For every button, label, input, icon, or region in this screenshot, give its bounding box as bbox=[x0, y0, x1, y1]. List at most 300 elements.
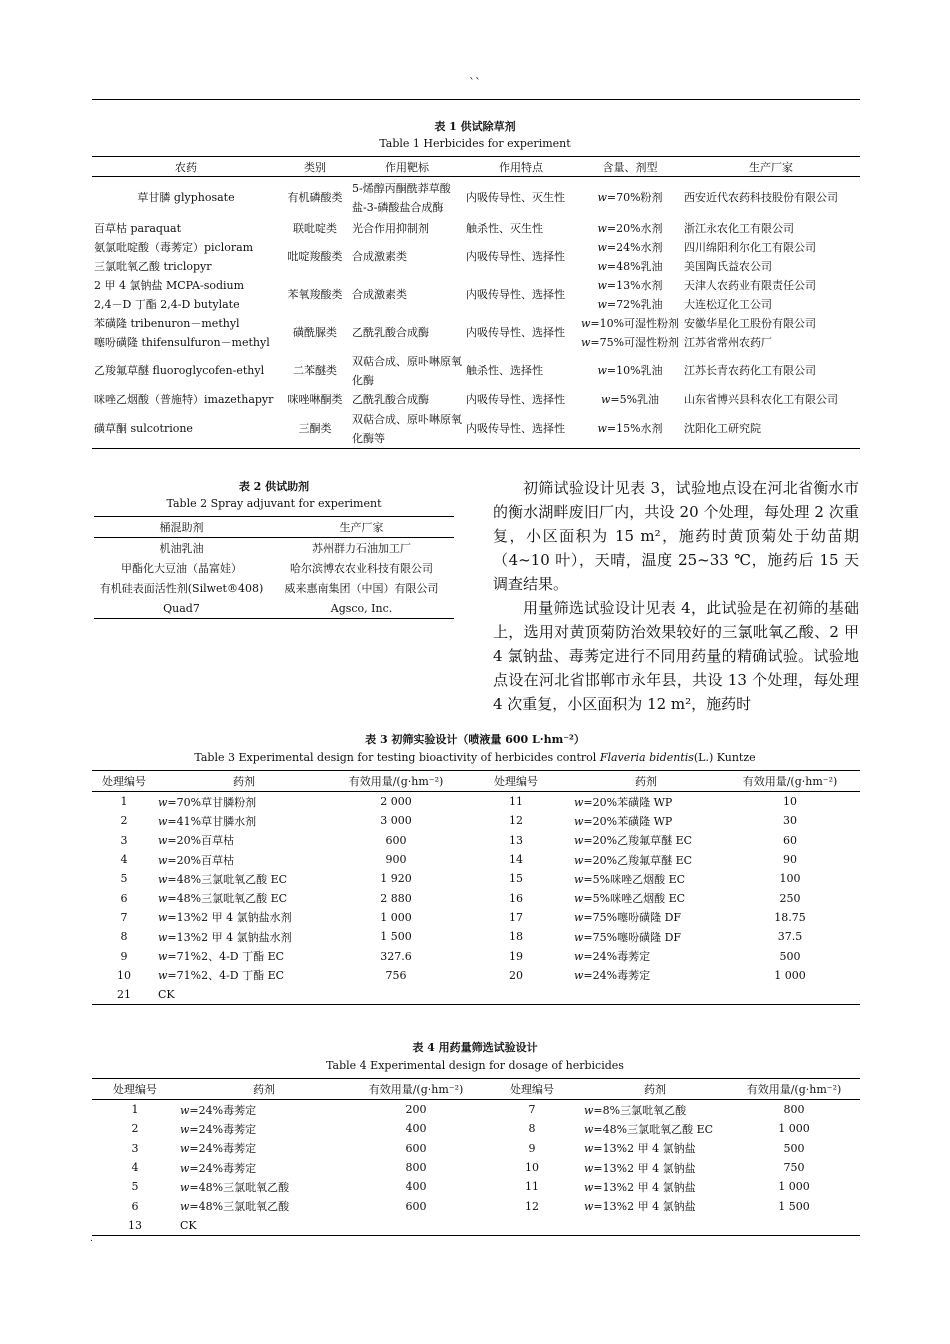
table-cell: 1 bbox=[131, 1103, 139, 1117]
table-row bbox=[92, 1196, 860, 1215]
table-cell: 1 bbox=[120, 795, 128, 809]
table-cell: 2 bbox=[131, 1122, 139, 1136]
w-symbol: w= bbox=[597, 297, 617, 311]
table-cell: 1 000 bbox=[778, 1180, 810, 1194]
table2-col-header: 桶混助剂 bbox=[94, 517, 269, 538]
table-cell: Quad7 bbox=[94, 598, 269, 619]
table-cell: 西安近代农药科技股份有限公司 bbox=[684, 191, 838, 205]
table-cell bbox=[572, 869, 720, 888]
table-cell: 37.5 bbox=[777, 930, 803, 944]
table-cell bbox=[92, 314, 280, 352]
table3-col-header: 处理编号 bbox=[92, 771, 156, 792]
table4-header-row bbox=[92, 1079, 860, 1100]
w-symbol: w= bbox=[597, 364, 617, 377]
table-cell: 18 bbox=[509, 930, 523, 944]
form-value: 15%水剂 bbox=[616, 422, 663, 435]
table-cell: 合成激素类 bbox=[352, 288, 407, 301]
table-cell bbox=[156, 869, 332, 888]
table3-col-header: 处理编号 bbox=[460, 771, 572, 792]
table-cell: 8 bbox=[120, 930, 128, 944]
table-cell: 3 000 bbox=[380, 814, 412, 828]
caption-text: Table 3 Experimental design for testing bioactivity of herbicides control bbox=[194, 751, 600, 764]
table3-caption-cn: 表 3 初筛实验设计（喷液量 600 L·hm⁻²） bbox=[365, 733, 585, 746]
table-cell: 100 bbox=[779, 872, 801, 886]
table-cell bbox=[178, 1139, 350, 1158]
w-symbol: w= bbox=[180, 1142, 199, 1156]
table-cell: 草甘膦 glyphosate bbox=[137, 191, 235, 205]
table3-body bbox=[92, 792, 860, 1005]
agent-value: 13%2 甲 4 氯钠盐水剂 bbox=[176, 930, 292, 944]
agent-value: 20%乙羧氟草醚 EC bbox=[592, 834, 693, 848]
table3-header-row bbox=[92, 771, 860, 792]
table-row bbox=[92, 219, 860, 238]
w-symbol: w= bbox=[597, 191, 617, 205]
table4-col-header: 有效用量/(g·hm⁻²) bbox=[728, 1079, 860, 1100]
table3-col-header: 药剂 bbox=[572, 771, 720, 792]
table-cell-empty bbox=[460, 985, 572, 1005]
agent-value: 20%百草枯 bbox=[176, 834, 235, 848]
table-cell: 600 bbox=[405, 1141, 427, 1155]
agent-value: 71%2、4-D 丁酯 EC bbox=[176, 950, 285, 964]
table-cell bbox=[582, 1119, 728, 1138]
table-cell: 2 880 bbox=[380, 891, 412, 905]
table-cell bbox=[582, 1158, 728, 1177]
table-cell bbox=[572, 908, 720, 927]
table1-col-header: 生产厂家 bbox=[682, 157, 860, 177]
table-row bbox=[92, 850, 860, 869]
table-cell-empty bbox=[572, 985, 720, 1005]
table-cell: 12 bbox=[509, 814, 523, 828]
agent-name: 噻吩磺隆 thifensulfuron－methyl bbox=[94, 335, 270, 349]
w-symbol: w= bbox=[597, 240, 617, 254]
table-row bbox=[92, 811, 860, 830]
table-cell-empty bbox=[728, 1216, 860, 1236]
table-cell bbox=[156, 946, 332, 965]
table-cell bbox=[156, 850, 332, 869]
caption-text: (L.) Kuntze bbox=[693, 751, 756, 764]
table-cell: 咪唑啉酮类 bbox=[287, 393, 343, 406]
agent-name: 苯磺隆 tribenuron－methyl bbox=[94, 316, 240, 330]
table-cell: 有机硅表面活性剂(Silwet®408) bbox=[99, 582, 264, 595]
table-cell: 乙酰乳酸合成酶 bbox=[352, 326, 429, 339]
w-symbol: w= bbox=[158, 892, 177, 906]
w-symbol: w= bbox=[574, 834, 593, 848]
agent-value: 24%毒莠定 bbox=[198, 1103, 257, 1117]
table-cell: 光合作用抑制剂 bbox=[352, 221, 429, 235]
table4-caption-cn: 表 4 用药量筛选试验设计 bbox=[412, 1041, 538, 1054]
table-cell: 60 bbox=[783, 833, 797, 847]
table-row bbox=[92, 966, 860, 985]
w-symbol: w= bbox=[180, 1161, 199, 1175]
table-cell bbox=[578, 238, 682, 276]
table2 bbox=[94, 516, 454, 619]
table-row bbox=[92, 314, 860, 352]
w-symbol: w= bbox=[158, 911, 177, 925]
table-cell bbox=[156, 888, 332, 907]
w-symbol: w= bbox=[574, 795, 593, 809]
table-cell: 百草枯 paraquat bbox=[94, 221, 182, 235]
table4-col-header: 药剂 bbox=[178, 1079, 350, 1100]
agent-value: 13%2 甲 4 氯钠盐 bbox=[602, 1142, 696, 1156]
w-symbol: w= bbox=[158, 795, 177, 809]
table-cell: 7 bbox=[528, 1103, 536, 1117]
agent-name: 2,4－D 丁酯 2,4-D butylate bbox=[94, 297, 240, 311]
table-cell: 咪唑乙烟酸（普施特）imazethapyr bbox=[94, 393, 274, 406]
table-cell bbox=[582, 1177, 728, 1196]
table-cell: 3 bbox=[131, 1141, 139, 1155]
table4-body bbox=[92, 1100, 860, 1236]
table-row bbox=[94, 558, 454, 578]
w-symbol: w= bbox=[574, 853, 593, 867]
table-cell: 5-烯醇丙酮酰莽草酸盐-3-磷酸盐合成酶 bbox=[352, 181, 451, 214]
table-row bbox=[92, 1100, 860, 1120]
table-cell bbox=[92, 276, 280, 314]
table-row bbox=[92, 410, 860, 449]
table-row-ck bbox=[92, 1216, 860, 1236]
table-cell: 600 bbox=[385, 833, 407, 847]
table-cell: 400 bbox=[405, 1122, 427, 1136]
table-row bbox=[92, 908, 860, 927]
maker-name: 大连松辽化工公司 bbox=[684, 297, 772, 311]
w-symbol: w= bbox=[158, 872, 177, 886]
agent-value: 13%2 甲 4 氯钠盐 bbox=[602, 1200, 696, 1214]
table-cell: 内吸传导性、灭生性 bbox=[466, 191, 565, 205]
table-cell: CK bbox=[156, 985, 332, 1005]
table-cell: 机油乳油 bbox=[159, 542, 204, 555]
w-symbol: w= bbox=[180, 1122, 199, 1136]
w-symbol: w= bbox=[180, 1200, 199, 1214]
table1-header-row bbox=[92, 157, 860, 177]
table-cell: 30 bbox=[783, 814, 797, 828]
table-row-ck bbox=[92, 985, 860, 1005]
table-cell bbox=[572, 831, 720, 850]
table-cell bbox=[572, 888, 720, 907]
table-row bbox=[94, 598, 454, 619]
table-cell: 13 bbox=[509, 833, 523, 847]
header-mark: `` bbox=[469, 76, 481, 90]
table-cell: 13 bbox=[92, 1216, 178, 1236]
table2-header-row bbox=[94, 517, 454, 538]
table-row bbox=[92, 1119, 860, 1138]
table3-col-header: 有效用量/(g·hm⁻²) bbox=[332, 771, 460, 792]
table-cell bbox=[682, 276, 860, 314]
table3-col-header: 有效用量/(g·hm⁻²) bbox=[720, 771, 860, 792]
w-symbol: w= bbox=[574, 930, 593, 944]
table-cell: 600 bbox=[405, 1199, 427, 1213]
table-cell: 山东省博兴县科农化工有限公司 bbox=[684, 393, 838, 406]
table-row bbox=[92, 1177, 860, 1196]
agent-value: 48%三氯吡氧乙酸 EC bbox=[602, 1122, 714, 1136]
table-cell: 3 bbox=[120, 833, 128, 847]
table-cell bbox=[582, 1196, 728, 1215]
table-cell: 200 bbox=[405, 1103, 427, 1117]
agent-value: 20%百草枯 bbox=[176, 853, 235, 867]
table-cell: 4 bbox=[120, 853, 128, 867]
table-cell bbox=[572, 966, 720, 985]
w-symbol: w= bbox=[584, 1200, 603, 1214]
table-cell: 756 bbox=[385, 968, 407, 982]
table-cell: Agsco, Inc. bbox=[269, 598, 454, 619]
table-row bbox=[92, 888, 860, 907]
w-symbol: w= bbox=[584, 1142, 603, 1156]
table-cell bbox=[156, 811, 332, 830]
table-cell: 双萜合成、原卟啉原氧化酶 bbox=[352, 354, 462, 387]
table-cell: 18.75 bbox=[774, 910, 806, 924]
form-value: 75%可湿性粉剂 bbox=[599, 335, 680, 349]
table-row bbox=[92, 946, 860, 965]
table-cell bbox=[578, 276, 682, 314]
w-symbol: w= bbox=[180, 1103, 199, 1117]
header-rule bbox=[92, 99, 860, 100]
table-cell bbox=[578, 314, 682, 352]
table-cell bbox=[572, 811, 720, 830]
w-symbol: w= bbox=[580, 335, 600, 349]
table-cell bbox=[578, 410, 682, 449]
table-cell bbox=[178, 1100, 350, 1120]
form-value: 24%水剂 bbox=[616, 240, 663, 254]
table-cell: 6 bbox=[120, 891, 128, 905]
table-cell: 内吸传导性、选择性 bbox=[466, 393, 565, 406]
agent-value: 13%2 甲 4 氯钠盐 bbox=[602, 1180, 696, 1194]
table1-caption-en: Table 1 Herbicides for experiment bbox=[379, 137, 571, 150]
w-symbol: w= bbox=[574, 969, 593, 983]
table-cell: 1 500 bbox=[778, 1199, 810, 1213]
table1 bbox=[92, 156, 860, 449]
table-cell bbox=[572, 850, 720, 869]
table-cell: 内吸传导性、选择性 bbox=[464, 410, 578, 449]
table-cell: 内吸传导性、选择性 bbox=[466, 326, 565, 339]
table-cell: 5 bbox=[131, 1180, 139, 1194]
table3-caption-en bbox=[0, 751, 950, 764]
table-cell: 21 bbox=[92, 985, 156, 1005]
w-symbol: w= bbox=[158, 853, 177, 867]
table-cell: 触杀性、灭生性 bbox=[466, 221, 543, 235]
form-value: 5%乳油 bbox=[619, 393, 660, 406]
agent-value: 24%毒莠定 bbox=[198, 1142, 257, 1156]
table-cell bbox=[572, 927, 720, 946]
table-cell: 吡啶羧酸类 bbox=[287, 250, 343, 263]
table-cell bbox=[578, 390, 682, 410]
table-cell bbox=[578, 177, 682, 219]
w-symbol: w= bbox=[158, 814, 177, 828]
table-cell: 磺酰脲类 bbox=[293, 326, 337, 339]
table3 bbox=[92, 770, 860, 1005]
table-cell bbox=[178, 1196, 350, 1215]
table2-caption-en: Table 2 Spray adjuvant for experiment bbox=[166, 497, 382, 510]
table-cell: 2 bbox=[120, 814, 128, 828]
agent-name: 三氯吡氧乙酸 triclopyr bbox=[94, 259, 212, 273]
table-cell: 400 bbox=[405, 1180, 427, 1194]
table-cell: 浙江永农化工有限公司 bbox=[684, 221, 794, 235]
table-cell: 800 bbox=[405, 1161, 427, 1175]
table-cell: 7 bbox=[120, 910, 128, 924]
agent-name: 2 甲 4 氯钠盐 MCPA-sodium bbox=[94, 278, 245, 292]
table-cell: 磺草酮 sulcotrione bbox=[92, 410, 280, 449]
table-cell: 750 bbox=[783, 1161, 805, 1175]
w-symbol: w= bbox=[597, 221, 617, 235]
agent-value: 70%草甘膦粉剂 bbox=[176, 795, 257, 809]
table-cell: 内吸传导性、选择性 bbox=[466, 288, 565, 301]
table-cell: 6 bbox=[131, 1199, 139, 1213]
table-cell bbox=[582, 1139, 728, 1158]
table-cell: 有机磷酸类 bbox=[287, 191, 343, 205]
w-symbol: w= bbox=[584, 1180, 603, 1194]
table-cell: 沈阳化工研究院 bbox=[682, 410, 860, 449]
table2-caption-cn: 表 2 供试助剂 bbox=[238, 480, 310, 493]
table-cell: 90 bbox=[783, 853, 797, 867]
w-symbol: w= bbox=[574, 872, 593, 886]
table4-col-header: 药剂 bbox=[582, 1079, 728, 1100]
w-symbol: w= bbox=[580, 316, 600, 330]
table-cell: 苏州群力石油加工厂 bbox=[312, 542, 411, 555]
table-cell: 19 bbox=[509, 949, 523, 963]
agent-value: 8%三氯吡氧乙酸 bbox=[602, 1103, 687, 1117]
table-cell: 甲酯化大豆油（晶富娃） bbox=[121, 562, 242, 575]
agent-value: 48%三氯吡氧乙酸 bbox=[198, 1180, 290, 1194]
table-cell bbox=[682, 314, 860, 352]
table-cell bbox=[582, 1100, 728, 1120]
table-cell: 苯氧羧酸类 bbox=[287, 288, 343, 301]
table-cell: 10 bbox=[783, 795, 797, 809]
table-cell bbox=[156, 927, 332, 946]
table-cell: 2 000 bbox=[380, 795, 412, 809]
table-cell: 合成激素类 bbox=[352, 250, 407, 263]
w-symbol: w= bbox=[597, 259, 617, 273]
table-cell: 14 bbox=[509, 853, 523, 867]
table1-col-header: 作用特点 bbox=[464, 157, 578, 177]
agent-value: 48%三氯吡氧乙酸 EC bbox=[176, 872, 288, 886]
table4-col-header: 有效用量/(g·hm⁻²) bbox=[350, 1079, 482, 1100]
agent-value: 20%苯磺隆 WP bbox=[592, 814, 673, 828]
w-symbol: w= bbox=[574, 814, 593, 828]
table-cell bbox=[178, 1119, 350, 1138]
maker-name: 美国陶氏益农公司 bbox=[684, 259, 772, 273]
table-cell: 4 bbox=[131, 1161, 139, 1175]
agent-value: 24%毒莠定 bbox=[198, 1122, 257, 1136]
table-cell bbox=[572, 792, 720, 812]
table-cell: 1 500 bbox=[380, 930, 412, 944]
table-cell bbox=[578, 219, 682, 238]
table-cell: 9 bbox=[528, 1141, 536, 1155]
table-row bbox=[92, 869, 860, 888]
table4 bbox=[92, 1078, 860, 1236]
w-symbol: w= bbox=[574, 892, 593, 906]
table-row bbox=[92, 177, 860, 219]
form-value: 70%粉剂 bbox=[616, 191, 663, 205]
form-value: 72%乳油 bbox=[616, 297, 663, 311]
w-symbol: w= bbox=[584, 1122, 603, 1136]
agent-value: 75%噻吩磺隆 DF bbox=[592, 911, 682, 925]
table1-caption-cn: 表 1 供试除草剂 bbox=[434, 120, 516, 133]
table-cell: 327.6 bbox=[380, 949, 412, 963]
table-cell: 10 bbox=[117, 968, 131, 982]
table-cell: 触杀性、选择性 bbox=[466, 364, 543, 377]
table-cell bbox=[92, 238, 280, 276]
table-cell: 1 000 bbox=[774, 968, 806, 982]
maker-name: 天津人农药业有限责任公司 bbox=[684, 278, 816, 292]
table-cell: 17 bbox=[509, 910, 523, 924]
table-cell: 20 bbox=[509, 968, 523, 982]
table-row bbox=[92, 1158, 860, 1177]
agent-value: 48%三氯吡氧乙酸 EC bbox=[176, 892, 288, 906]
table-cell: 5 bbox=[120, 872, 128, 886]
table1-col-header: 作用靶标 bbox=[350, 157, 464, 177]
table-cell: 三酮类 bbox=[280, 410, 350, 449]
table-row bbox=[92, 927, 860, 946]
table-row bbox=[92, 831, 860, 850]
table4-col-header: 处理编号 bbox=[482, 1079, 582, 1100]
table-cell bbox=[178, 1177, 350, 1196]
table-cell: 双萜合成、原卟啉原氧化酶等 bbox=[350, 410, 464, 449]
caption-species: Flaveria bidentis bbox=[599, 751, 694, 764]
table-cell bbox=[572, 946, 720, 965]
maker-name: 四川绵阳利尔化工有限公司 bbox=[684, 240, 816, 254]
agent-value: 48%三氯吡氧乙酸 bbox=[198, 1200, 290, 1214]
form-value: 10%可湿性粉剂 bbox=[599, 316, 680, 330]
table-cell bbox=[682, 238, 860, 276]
table-cell: 500 bbox=[779, 949, 801, 963]
table-cell: 内吸传导性、选择性 bbox=[466, 250, 565, 263]
table-cell: 哈尔滨博农农业科技有限公司 bbox=[290, 562, 433, 575]
table-cell bbox=[156, 831, 332, 850]
table-cell-empty bbox=[720, 985, 860, 1005]
table2-col-header: 生产厂家 bbox=[269, 517, 454, 538]
agent-value: 41%草甘膦水剂 bbox=[176, 814, 257, 828]
agent-value: 20%苯磺隆 WP bbox=[592, 795, 673, 809]
table-row bbox=[92, 792, 860, 812]
table-cell: 500 bbox=[783, 1141, 805, 1155]
w-symbol: w= bbox=[158, 950, 177, 964]
table-cell-empty bbox=[350, 1216, 482, 1236]
form-value: 48%乳油 bbox=[616, 259, 663, 273]
table-cell-empty bbox=[332, 985, 460, 1005]
agent-value: 5%咪唑乙烟酸 EC bbox=[592, 892, 686, 906]
table-cell: 联吡啶类 bbox=[293, 221, 337, 235]
form-value: 10%乳油 bbox=[616, 364, 663, 377]
table-cell: 12 bbox=[525, 1199, 539, 1213]
form-value: 20%水剂 bbox=[616, 221, 663, 235]
table-cell: 16 bbox=[509, 891, 523, 905]
footer-mark: . bbox=[90, 1234, 93, 1244]
table-row bbox=[92, 1139, 860, 1158]
agent-name: 氨氯吡啶酸（毒莠定）picloram bbox=[94, 240, 254, 254]
body-paragraph-2: 用量筛选试验设计见表 4，此试验是在初筛的基础上，选用对黄顶菊防治效果较好的三氯吡氧乙酸、2 甲 4 氯钠盐、毒莠定进行不同用药量的精确试验。试验地点设在河北省邯郸市永年县，共设 13 个处理，每处理 4 次重复，小区面积为 12 m²，施药时 bbox=[493, 599, 859, 713]
table1-col-header: 类别 bbox=[280, 157, 350, 177]
agent-value: 13%2 甲 4 氯钠盐 bbox=[602, 1161, 696, 1175]
table-cell bbox=[156, 792, 332, 812]
table-row bbox=[94, 538, 454, 559]
w-symbol: w= bbox=[574, 911, 593, 925]
table-cell: 11 bbox=[509, 795, 523, 809]
table-cell: 250 bbox=[779, 891, 801, 905]
table-cell-empty bbox=[582, 1216, 728, 1236]
table-cell: 威来惠南集团（中国）有限公司 bbox=[284, 582, 439, 595]
table-cell: 900 bbox=[385, 853, 407, 867]
table-cell bbox=[578, 352, 682, 390]
w-symbol: w= bbox=[574, 950, 593, 964]
table-cell: 乙酰乳酸合成酶 bbox=[352, 393, 429, 406]
table-row bbox=[92, 276, 860, 314]
table-cell: 15 bbox=[509, 872, 523, 886]
table-cell-empty bbox=[482, 1216, 582, 1236]
table4-caption-en: Table 4 Experimental design for dosage of herbicides bbox=[326, 1059, 624, 1072]
table-cell: 1 000 bbox=[380, 910, 412, 924]
table-row bbox=[92, 238, 860, 276]
table3-col-header: 药剂 bbox=[156, 771, 332, 792]
table-cell: 11 bbox=[525, 1180, 539, 1194]
w-symbol: w= bbox=[158, 834, 177, 848]
body-paragraph-1: 初筛试验设计见表 3，试验地点设在河北省衡水市的衡水湖畔废旧厂内，共设 20 个处理，每处理 2 次重复，小区面积为 15 m²，施药时黄顶菊处于幼苗期（4~10 叶），天晴，温度 25~33 ℃，施药后 15 天调查结果。 bbox=[493, 479, 859, 593]
